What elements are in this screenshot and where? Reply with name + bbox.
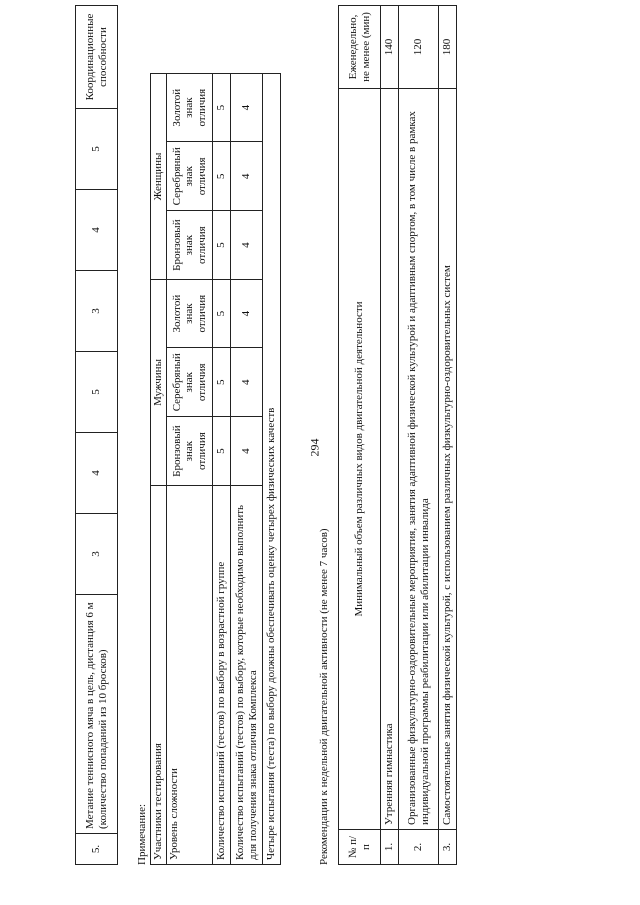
col-activity-header: Минимальный объем различных видов двигательной деятельности	[339, 89, 381, 830]
row-value: 4	[231, 74, 263, 142]
activity-text: Самостоятельные занятия физической культурой, с использованием различных физкультурно-оздоровительных систем	[439, 89, 457, 830]
row-number: 5.	[76, 834, 118, 865]
ability-category: Координационные способности	[76, 6, 118, 109]
activity-num: 3.	[439, 830, 457, 865]
row-value: 4	[231, 142, 263, 211]
col-num-header: № п/п	[339, 830, 381, 865]
activity-num: 2.	[399, 830, 439, 865]
row-label: Количество испытаний (тестов) по выбору в возрастной группе	[213, 485, 231, 864]
activity-min: 120	[399, 6, 439, 89]
row-value: 5	[213, 348, 231, 417]
activity-text: Организованные физкультурно-оздоровительные мероприятия, занятия адаптивной физической культурой и адаптивным спортом, в том числе в рамках индивидуальной программы реабилитации или абилитации инвалида	[399, 89, 439, 830]
men-header: Мужчины	[151, 280, 167, 486]
activity-text: Утренняя гимнастика	[381, 89, 399, 830]
difficulty-header: Уровень сложности	[167, 485, 213, 864]
row-value: 5	[213, 417, 231, 486]
badge-header: Бронзовый знак отличия	[167, 417, 213, 486]
test-name: Метание теннисного мяча в цель, дистанция 6 м (количество попаданий из 10 бросков)	[76, 595, 118, 834]
recommendation-heading: Рекомендации к недельной двигательной активности (не менее 7 часов)	[318, 528, 330, 865]
row-value: 5	[213, 74, 231, 142]
badge-header: Серебряный знак отличия	[167, 142, 213, 211]
activity-num: 1.	[381, 830, 399, 865]
row-value: 4	[231, 280, 263, 348]
row-value: 4	[231, 348, 263, 417]
row-value: 5	[213, 280, 231, 348]
note-footer: Четыре испытания (теста) по выбору должны обеспечивать оценку четырех физических качеств	[263, 74, 281, 865]
row-value: 5	[213, 142, 231, 211]
value-cell: 3	[76, 514, 118, 595]
value-cell: 5	[76, 109, 118, 190]
rotated-page	[20, 5, 620, 885]
value-cell: 5	[76, 352, 118, 433]
note-table	[150, 73, 281, 865]
badge-header: Золотой знак отличия	[167, 74, 213, 142]
participants-header: Участники тестирования	[151, 485, 167, 864]
activity-min: 140	[381, 6, 399, 89]
badge-header: Серебряный знак отличия	[167, 348, 213, 417]
row-label: Количество испытаний (тестов) по выбору, которые необходимо выполнить для получения знака отличия Комплекса	[231, 485, 263, 864]
value-cell: 4	[76, 433, 118, 514]
badge-header: Золотой знак отличия	[167, 280, 213, 348]
activity-table	[338, 5, 457, 865]
note-label: Примечание:	[136, 803, 148, 865]
women-header: Женщины	[151, 74, 167, 280]
badge-header: Бронзовый знак отличия	[167, 211, 213, 280]
page-number: 294	[307, 438, 322, 457]
value-cell: 3	[76, 271, 118, 352]
value-cell: 4	[76, 190, 118, 271]
test-row-table	[75, 5, 118, 865]
col-weekly-header: Еженедельно, не менее (мин)	[339, 6, 381, 89]
row-value: 5	[213, 211, 231, 280]
activity-min: 180	[439, 6, 457, 89]
row-value: 4	[231, 211, 263, 280]
row-value: 4	[231, 417, 263, 486]
